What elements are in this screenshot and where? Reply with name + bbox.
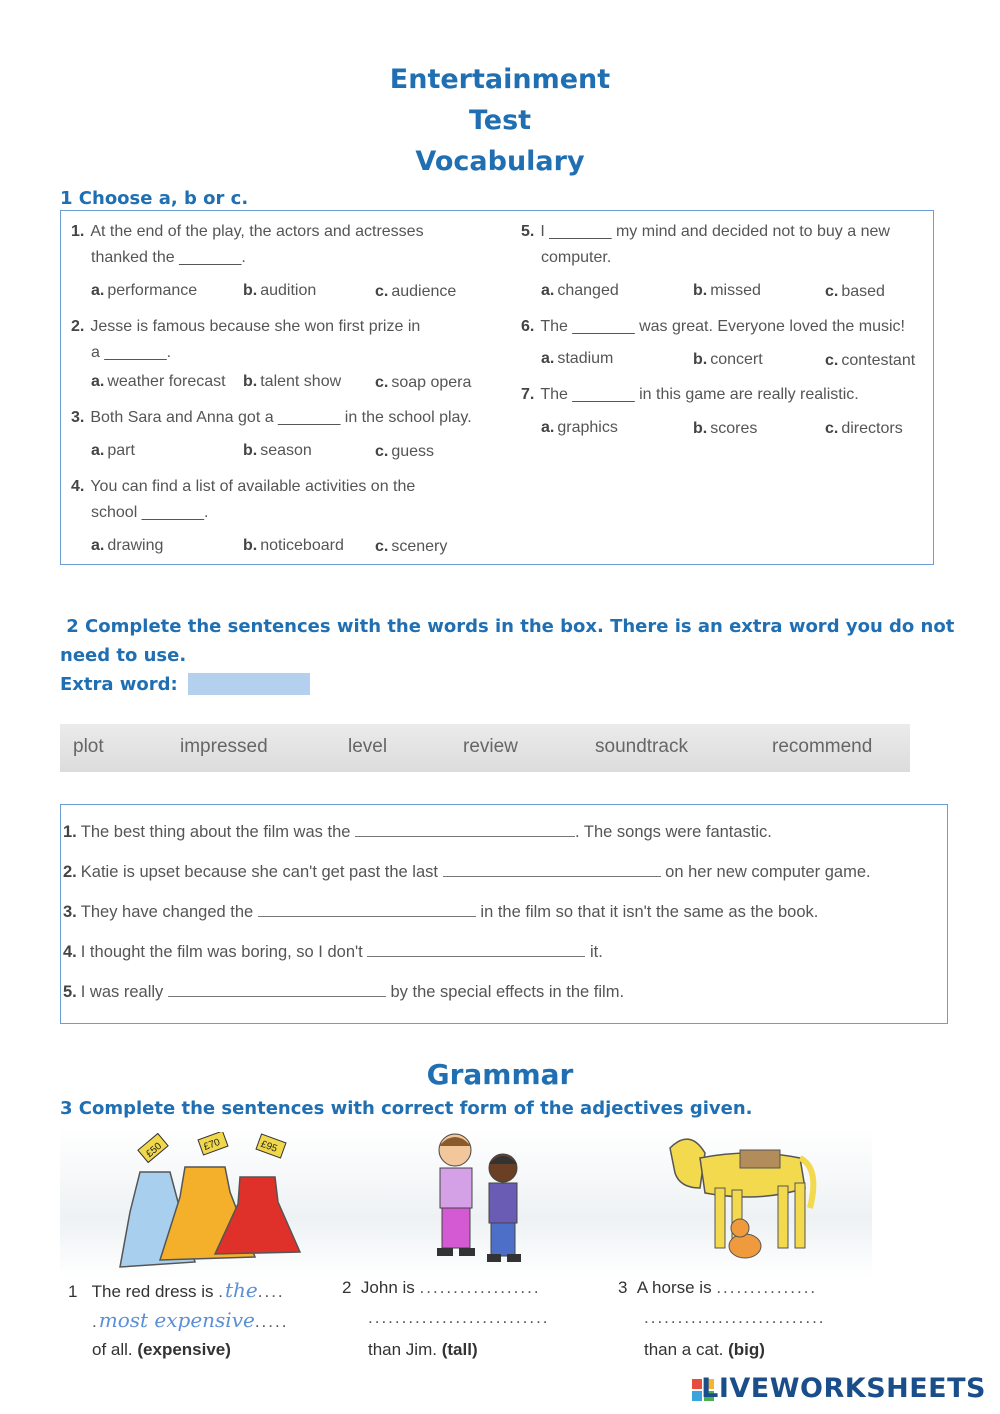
liveworksheets-logo: LIVEWORKSHEETS — [701, 1373, 986, 1404]
question-5: 5. I _______ my mind and decided not to buy a new computer. — [521, 223, 890, 266]
title-entertainment: Entertainment — [389, 64, 611, 95]
answer-blank[interactable] — [258, 903, 476, 917]
option-b[interactable]: b. scores — [693, 420, 758, 437]
option-a[interactable]: a. part — [91, 442, 135, 459]
word-level: level — [348, 736, 388, 757]
question-number: 1. — [71, 223, 85, 240]
boys-illustration — [425, 1128, 545, 1278]
option-a[interactable]: a. graphics — [541, 419, 618, 436]
sentence-4: 4. I thought the film was boring, so I don't it. — [63, 943, 603, 961]
question-4: 4. You can find a list of available activities on the school _______. — [71, 478, 416, 521]
grammar-item-3-line3: than a cat. (big) — [644, 1340, 765, 1359]
question-6: 6. The _______ was great. Everyone loved the music! — [521, 318, 905, 335]
option-c[interactable]: c. based — [825, 283, 885, 300]
option-a[interactable]: a. performance — [91, 282, 198, 299]
title-vocabulary: Vocabulary — [415, 146, 585, 177]
illustration-strip — [60, 1128, 872, 1278]
option-c[interactable]: c. audience — [375, 283, 457, 300]
grammar-title: Grammar — [426, 1058, 574, 1091]
option-c[interactable]: c. contestant — [825, 352, 916, 369]
grammar-item-3-line2 — [644, 1308, 826, 1328]
dresses-illustration — [100, 1132, 350, 1272]
word-impressed: impressed — [180, 736, 268, 757]
answer-input[interactable]: most expensive — [98, 1308, 255, 1332]
horse-cat-illustration — [660, 1128, 830, 1273]
option-a[interactable]: a. changed — [541, 282, 619, 299]
grammar-item-2: 2 John is .................. — [342, 1278, 541, 1297]
grammar-item-2-line3: than Jim. (tall) — [368, 1340, 478, 1359]
sentence-2: 2. Katie is upset because she can't get past the last on her new computer game. — [63, 863, 871, 881]
option-c[interactable]: c. directors — [825, 420, 903, 437]
question-2: 2. Jesse is famous because she won first prize in a _______. — [71, 318, 421, 361]
answer-blank[interactable]: ........................... — [368, 1308, 550, 1327]
word-plot: plot — [73, 736, 104, 757]
exercise-3-heading: 3 Complete the sentences with correct form of the adjectives given. — [60, 1098, 753, 1119]
exercise-2-heading: 2 Complete the sentences with the words in the box. There is an extra word you do not need to use. Extra word: — [60, 616, 955, 695]
svg-text:£95: £95 — [259, 1138, 279, 1155]
word-soundtrack: soundtrack — [595, 736, 688, 757]
svg-text:£70: £70 — [202, 1136, 222, 1153]
option-b[interactable]: b. missed — [693, 282, 761, 299]
extra-word-label: Extra word: — [60, 674, 178, 695]
answer-input[interactable]: the — [225, 1278, 258, 1302]
option-b[interactable]: b. season — [243, 442, 312, 459]
sentence-5: 5. I was really by the special effects in the film. — [63, 983, 625, 1001]
answer-blank[interactable] — [168, 983, 386, 997]
word-box — [60, 724, 910, 772]
grammar-item-3: 3 A horse is ............... — [618, 1278, 818, 1297]
question-text: At the end of the play, the actors and actresses — [90, 223, 424, 240]
exercise-1-box — [60, 210, 934, 565]
question-text: thanked the _______. — [91, 249, 246, 266]
word-review: review — [463, 736, 518, 757]
word-recommend: recommend — [772, 736, 873, 757]
option-a[interactable]: a. drawing — [91, 537, 164, 554]
option-c[interactable]: c. scenery — [375, 538, 448, 555]
answer-blank[interactable]: .................. — [419, 1278, 541, 1297]
svg-text:£50: £50 — [144, 1140, 165, 1160]
exercise-1-heading: 1 Choose a, b or c. — [60, 188, 249, 209]
option-b[interactable]: b. noticeboard — [243, 537, 344, 554]
answer-blank[interactable]: ............... — [716, 1278, 818, 1297]
extra-word-input[interactable] — [188, 673, 310, 695]
price-tag — [256, 1134, 286, 1158]
question-7: 7. The _______ in this game are really realistic. — [521, 386, 859, 403]
grammar-item-2-line2 — [368, 1308, 550, 1328]
answer-blank[interactable] — [355, 823, 575, 837]
question-1 — [71, 219, 424, 271]
option-a[interactable]: a. stadium — [541, 350, 614, 367]
grammar-item-1-line3: of all. (expensive) — [92, 1340, 231, 1359]
option-b[interactable]: b. talent show — [243, 373, 342, 390]
option-b[interactable]: b. audition — [243, 282, 317, 299]
answer-blank[interactable]: ........................... — [644, 1308, 826, 1327]
option-a[interactable]: a. weather forecast — [91, 373, 226, 390]
option-c[interactable]: c. guess — [375, 443, 435, 460]
option-b[interactable]: b. concert — [693, 351, 763, 368]
price-tag — [138, 1134, 168, 1163]
grammar-item-1-line2: .most expensive..... — [92, 1308, 289, 1332]
sentence-1: 1. The best thing about the film was the . The songs were fantastic. — [63, 823, 772, 841]
question-3: 3. Both Sara and Anna got a _______ in the school play. — [71, 409, 472, 426]
answer-blank[interactable] — [367, 943, 585, 957]
exercise-2-box — [60, 804, 948, 1024]
answer-blank[interactable] — [443, 863, 661, 877]
title-test: Test — [468, 105, 532, 136]
grammar-item-1: 1 The red dress is .the.... — [68, 1278, 285, 1302]
option-c[interactable]: c. soap opera — [375, 374, 472, 391]
sentence-3: 3. They have changed the in the film so that it isn't the same as the book. — [63, 903, 819, 921]
price-tag — [198, 1132, 228, 1155]
